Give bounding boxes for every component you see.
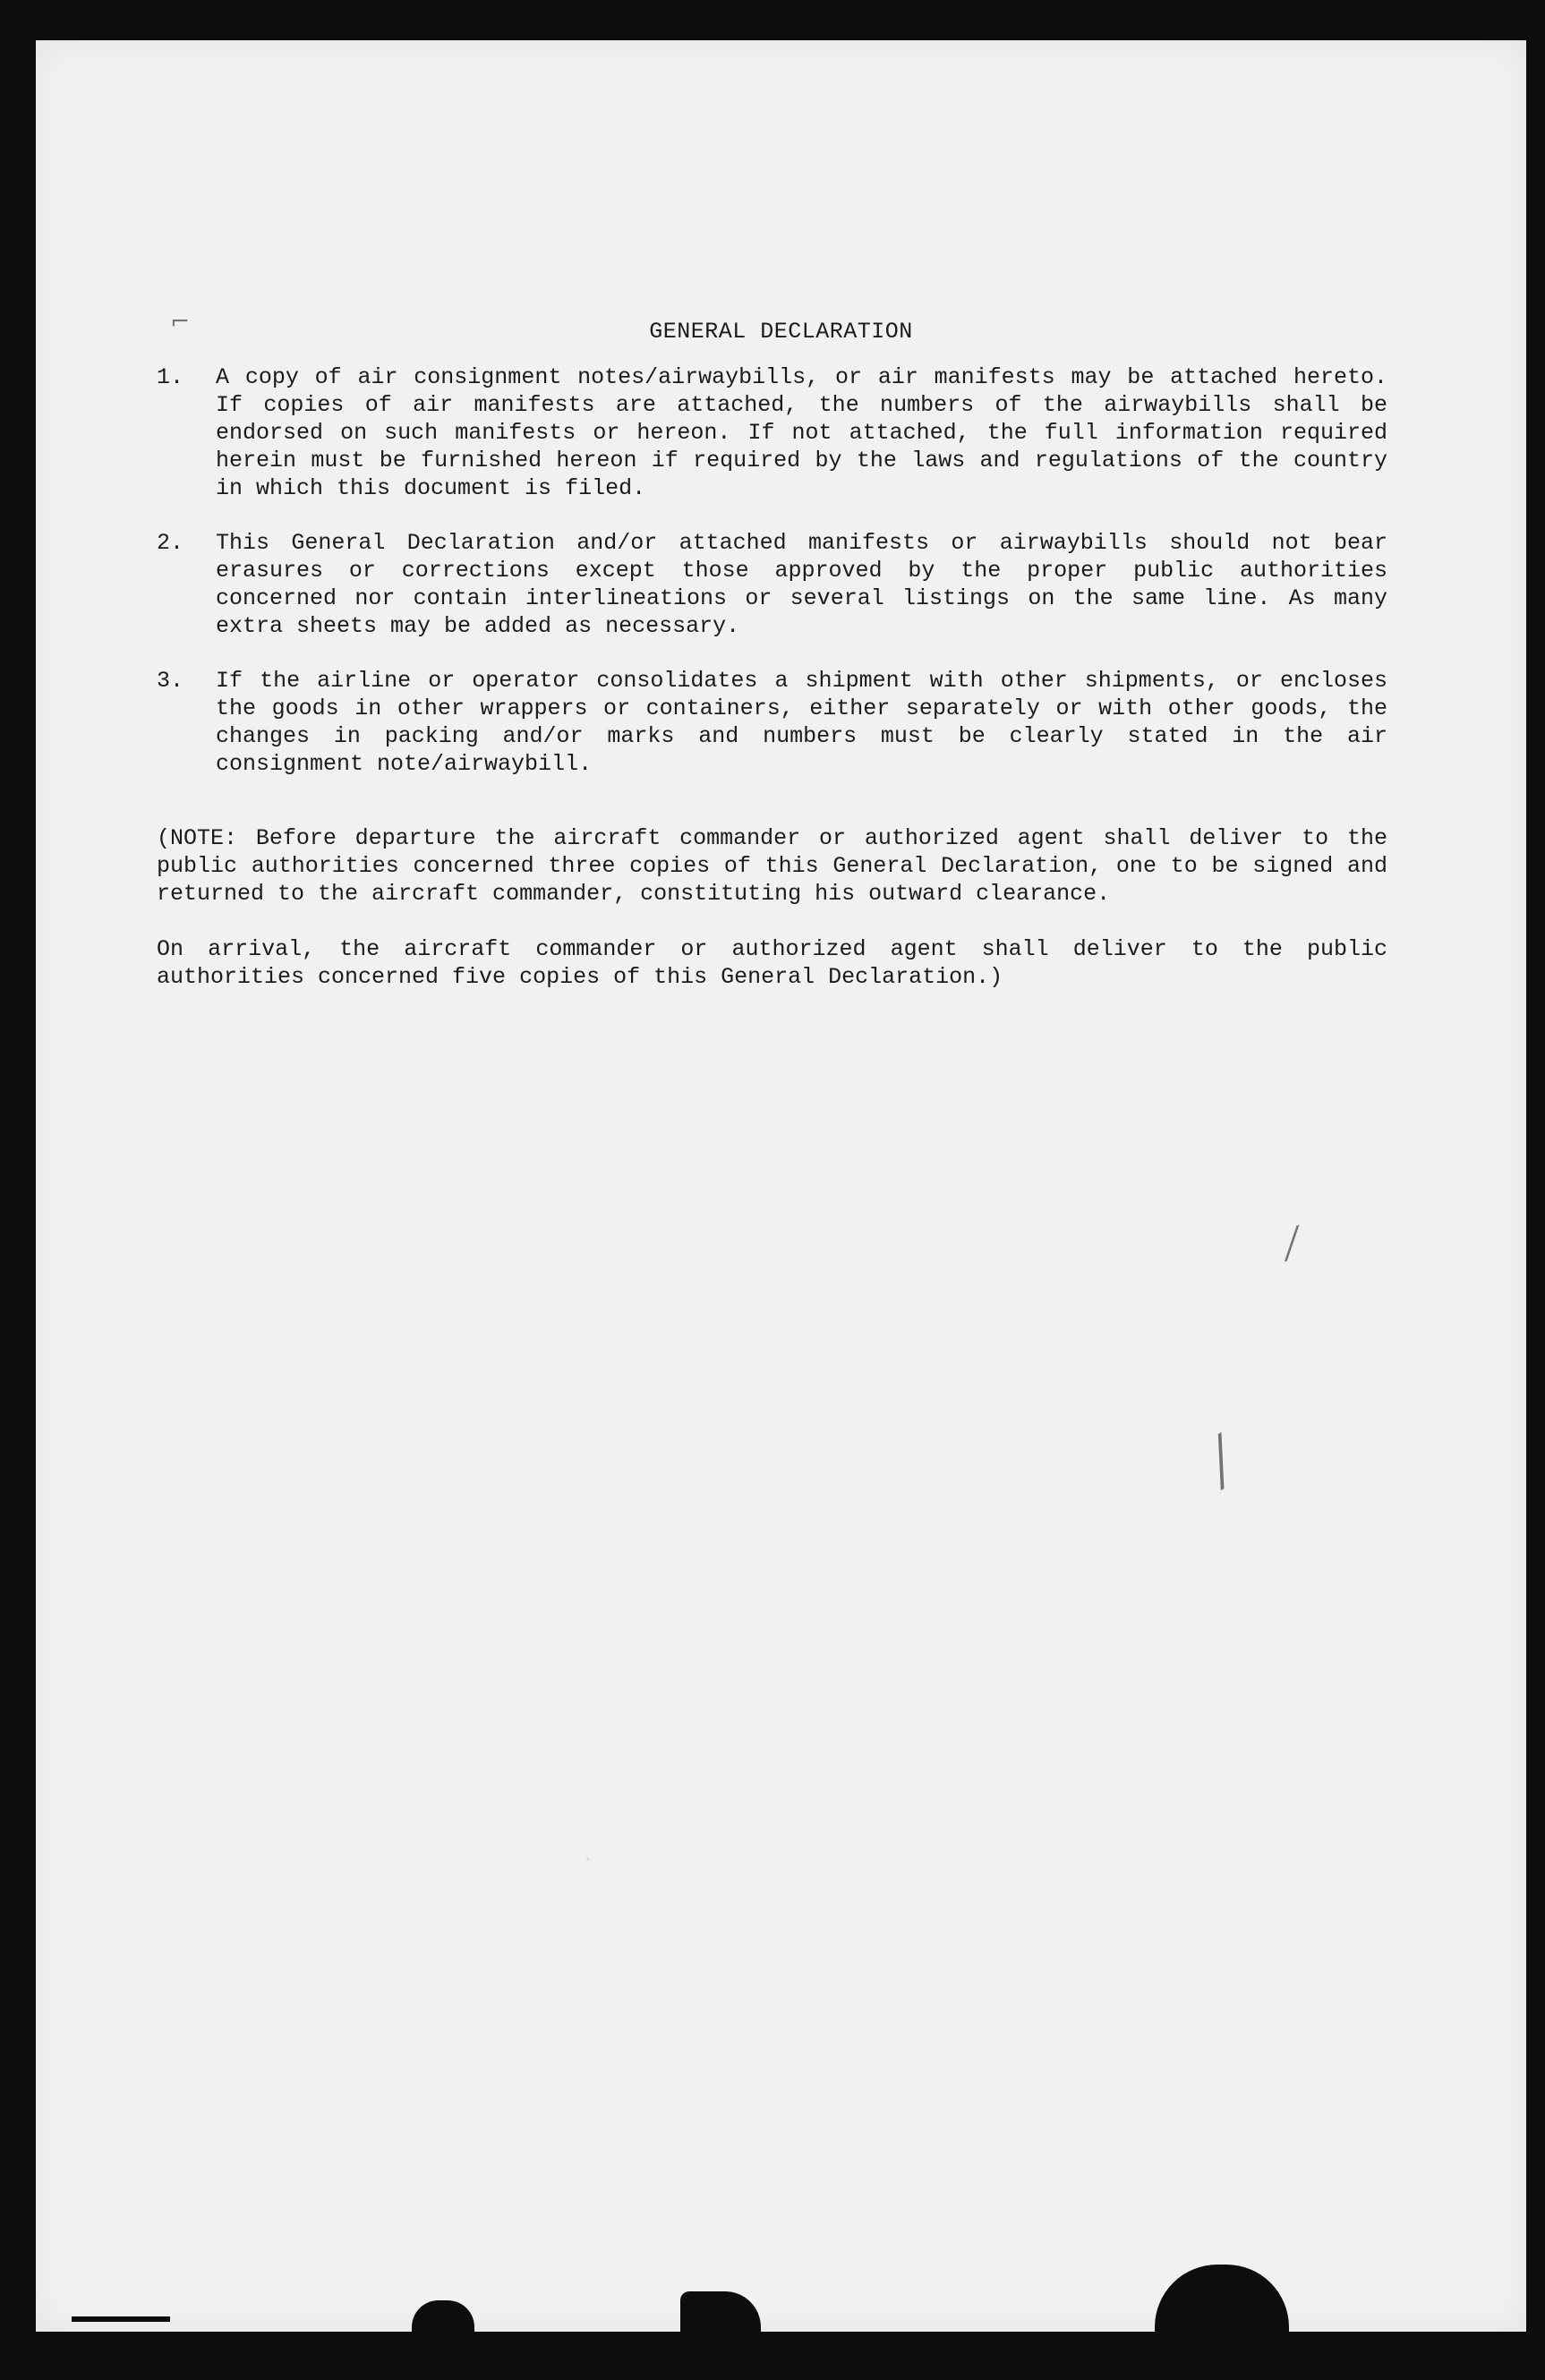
note-paragraph-departure: (NOTE: Before departure the aircraft commander or authorized agent shall deliver to the public authorities concerned three copies of this General Declaration, one to be signed and returned to the aircraft commander, constituting his outward clearance.	[157, 825, 1387, 907]
scan-edge-mark	[412, 2300, 474, 2354]
list-item	[157, 363, 1387, 502]
declaration-body	[157, 318, 1387, 1019]
document-page	[36, 40, 1526, 2332]
handwritten-mark-top: ⌐	[170, 309, 190, 336]
note-paragraph-arrival: On arrival, the aircraft commander or authorized agent shall deliver to the public authorities concerned five copies of this General Declaration.)	[157, 936, 1387, 990]
item-number: 3.	[157, 668, 184, 694]
page-title: GENERAL DECLARATION	[649, 319, 913, 345]
note-section	[157, 824, 1387, 991]
handwritten-mark-lower: ╱	[1197, 1433, 1245, 1490]
item-number: 1.	[157, 364, 184, 390]
scan-edge-mark	[680, 2291, 761, 2354]
item-text: This General Declaration and/or attached manifests or airwaybills should not bear erasures or corrections except those approved by the proper public authorities concerned nor contain interlineations or several listings on the same line. As many extra sheets may be added as necessary.	[216, 530, 1387, 639]
item-number: 2.	[157, 530, 184, 556]
list-item	[157, 667, 1387, 778]
item-text: If the airline or operator consolidates a shipment with other shipments, or encloses the goods in other wrappers or containers, either separately or with other goods, the changes in packing and/or marks and numbers must be clearly stated in the air consignment note/airwaybill.	[216, 668, 1387, 777]
list-item	[157, 529, 1387, 640]
bleed-through-mark: ·	[582, 1848, 594, 1871]
handwritten-mark-right: ⁄	[1281, 1222, 1303, 1267]
scan-edge-mark	[72, 2316, 170, 2322]
item-text: A copy of air consignment notes/airwaybills, or air manifests may be attached hereto. If copies of air manifests are attached, the numbers of the airwaybills shall be endorsed on such manifests or hereon. If not attached, the full information required herein must be furnished hereon if required by the laws and regulations of the country in which this document is filed.	[216, 364, 1387, 501]
